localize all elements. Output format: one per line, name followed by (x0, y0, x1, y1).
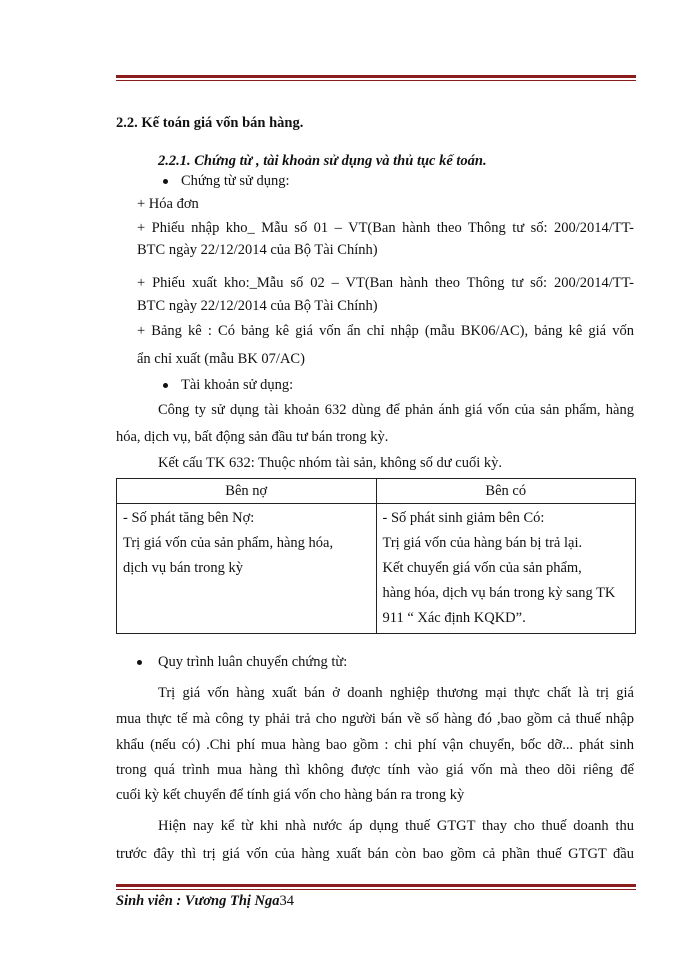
debit-line: Trị giá vốn của sản phẩm, hàng hóa, (123, 535, 334, 551)
page-footer (116, 893, 294, 910)
item-issue-line1: + Phiếu xuất kho:_Mẫu số 02 – VT(Ban hành theo Thông tư số: 200/2014/TT- (137, 275, 634, 291)
bullet-accounts: Tài khoản sử dụng: (181, 377, 294, 393)
credit-line: - Số phát sinh giảm bên Có: (382, 510, 545, 526)
account-para-line1: Công ty sử dụng tài khoản 632 dùng để phản ánh giá vốn của sản phẩm, hàng (158, 402, 634, 418)
item-issue-line2: BTC ngày 22/12/2014 của Bộ Tài Chính) (137, 298, 378, 314)
credit-line: 911 “ Xác định KQKD”. (382, 610, 526, 626)
credit-line: Trị giá vốn của hàng bán bị trả lại. (382, 535, 583, 551)
account-para-line2: hóa, dịch vụ, bất động sản đầu tư bán trong kỳ. (116, 429, 389, 445)
bullet-icon (163, 179, 168, 184)
para2-line: Hiện nay kể từ khi nhà nước áp dụng thuế GTGT thay cho thuế doanh thu (158, 818, 634, 834)
account-structure-line: Kết cấu TK 632: Thuộc nhóm tài sản, không số dư cuối kỳ. (158, 455, 502, 471)
account-structure-table (116, 478, 636, 634)
item-list-line1: + Bảng kê : Có bảng kê giá vốn ẩn chỉ nhập (mẫu BK06/AC), bảng kê giá vốn (137, 323, 634, 339)
para1-line: trong quá trình mua hàng thì không được tính vào giá vốn mà theo dõi riêng để (116, 762, 634, 778)
item-list-line2: ẩn chỉ xuất (mẫu BK 07/AC) (137, 351, 305, 367)
debit-line: - Số phát tăng bên Nợ: (123, 510, 255, 526)
credit-line: Kết chuyển giá vốn của sản phẩm, (382, 560, 582, 576)
item-receipt-line2: BTC ngày 22/12/2014 của Bộ Tài Chính) (137, 242, 378, 258)
subsection-heading: 2.2.1. Chứng từ , tài khoản sử dụng và thủ tục kế toán. (158, 153, 487, 169)
header-rule (116, 75, 636, 81)
para1-line: khẩu (nếu có) .Chi phí mua hàng bao gồm : chi phí vận chuyển, bốc dỡ... phát sinh (116, 737, 634, 753)
bullet-icon (137, 660, 142, 665)
section-heading: 2.2. Kế toán giá vốn bán hàng. (116, 115, 304, 131)
bullet-documents: Chứng từ sử dụng: (181, 173, 290, 189)
para2-line: trước đây thì trị giá vốn của hàng xuất bán còn bao gồm cả phần thuế GTGT đầu (116, 846, 634, 862)
para1-line: cuối kỳ kết chuyển để tính giá vốn cho hàng bán ra trong kỳ (116, 787, 465, 803)
debit-header: Bên nợ (117, 479, 377, 504)
credit-line: hàng hóa, dịch vụ bán trong kỳ sang TK (382, 585, 616, 601)
para1-line: Trị giá vốn hàng xuất bán ở doanh nghiệp thương mại thực chất là trị giá (158, 685, 634, 701)
bullet-process: Quy trình luân chuyển chứng từ: (158, 654, 348, 670)
bullet-icon (163, 383, 168, 388)
debit-cell (117, 504, 377, 634)
footer-rule (116, 884, 636, 890)
para1-line: mua thực tế mà công ty phải trả cho người bán về số hàng đó ,bao gồm cả thuế nhập (116, 711, 634, 727)
credit-header: Bên có (376, 479, 636, 504)
page-number: 34 (279, 893, 295, 909)
footer-student: Sinh viên : Vương Thị Nga (116, 893, 280, 909)
item-invoice: + Hóa đơn (137, 196, 199, 212)
item-receipt-line1: + Phiếu nhập kho_ Mẫu số 01 – VT(Ban hành theo Thông tư số: 200/2014/TT- (137, 220, 634, 236)
debit-line: dịch vụ bán trong kỳ (123, 560, 244, 576)
credit-cell (376, 504, 636, 634)
